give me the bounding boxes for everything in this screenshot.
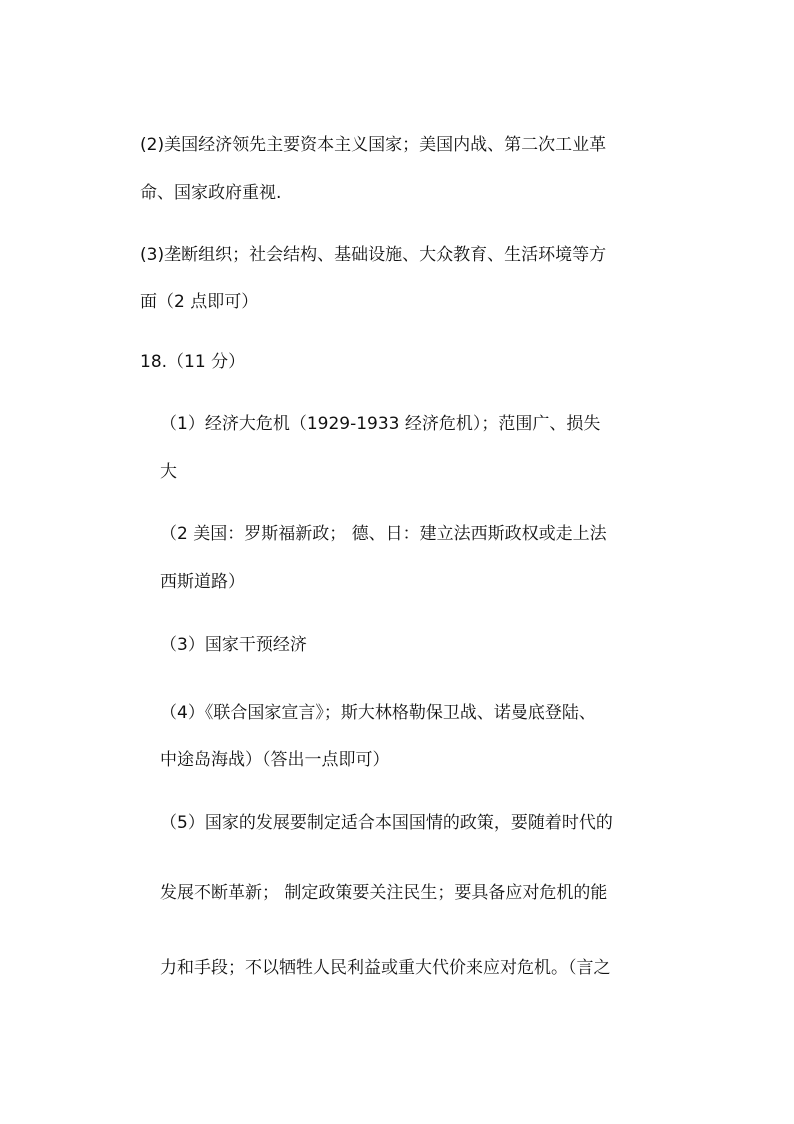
answer-3-line-2: 面（2 点即可） — [140, 292, 259, 312]
q18-part-5-line-2: 发展不断革新； 制定政策要关注民生；要具备应对危机的能 — [160, 883, 608, 903]
q18-part-4-line-1: （4）《联合国家宣言》；斯大林格勒保卫战、诺曼底登陆、 — [160, 703, 596, 723]
q18-part-2-line-2: 西斯道路） — [160, 572, 245, 592]
q18-part-1-line-1: （1）经济大危机（1929-1933 经济危机）；范围广、损失 — [160, 414, 601, 434]
q18-part-5-line-1: （5）国家的发展要制定适合本国国情的政策，要随着时代的 — [160, 813, 613, 833]
q18-part-4-line-2: 中途岛海战）（答出一点即可） — [160, 750, 390, 770]
q18-part-5-line-3: 力和手段；不以牺牲人民利益或重大代价来应对危机。（言之 — [160, 958, 611, 978]
q18-part-1-line-2: 大 — [160, 462, 177, 482]
q18-part-3-line-1: （3）国家干预经济 — [160, 635, 307, 655]
q18-part-2-line-1: （2 美国：罗斯福新政； 德、日：建立法西斯政权或走上法 — [160, 524, 607, 544]
answer-3-line-1: (3)垄断组织；社会结构、基础设施、大众教育、生活环境等方 — [140, 245, 607, 265]
answer-2-line-2: 命、国家政府重视. — [140, 183, 282, 203]
question-18-heading: 18.（11 分） — [140, 352, 246, 372]
answer-2-line-1: (2)美国经济领先主要资本主义国家；美国内战、第二次工业革 — [140, 135, 607, 155]
